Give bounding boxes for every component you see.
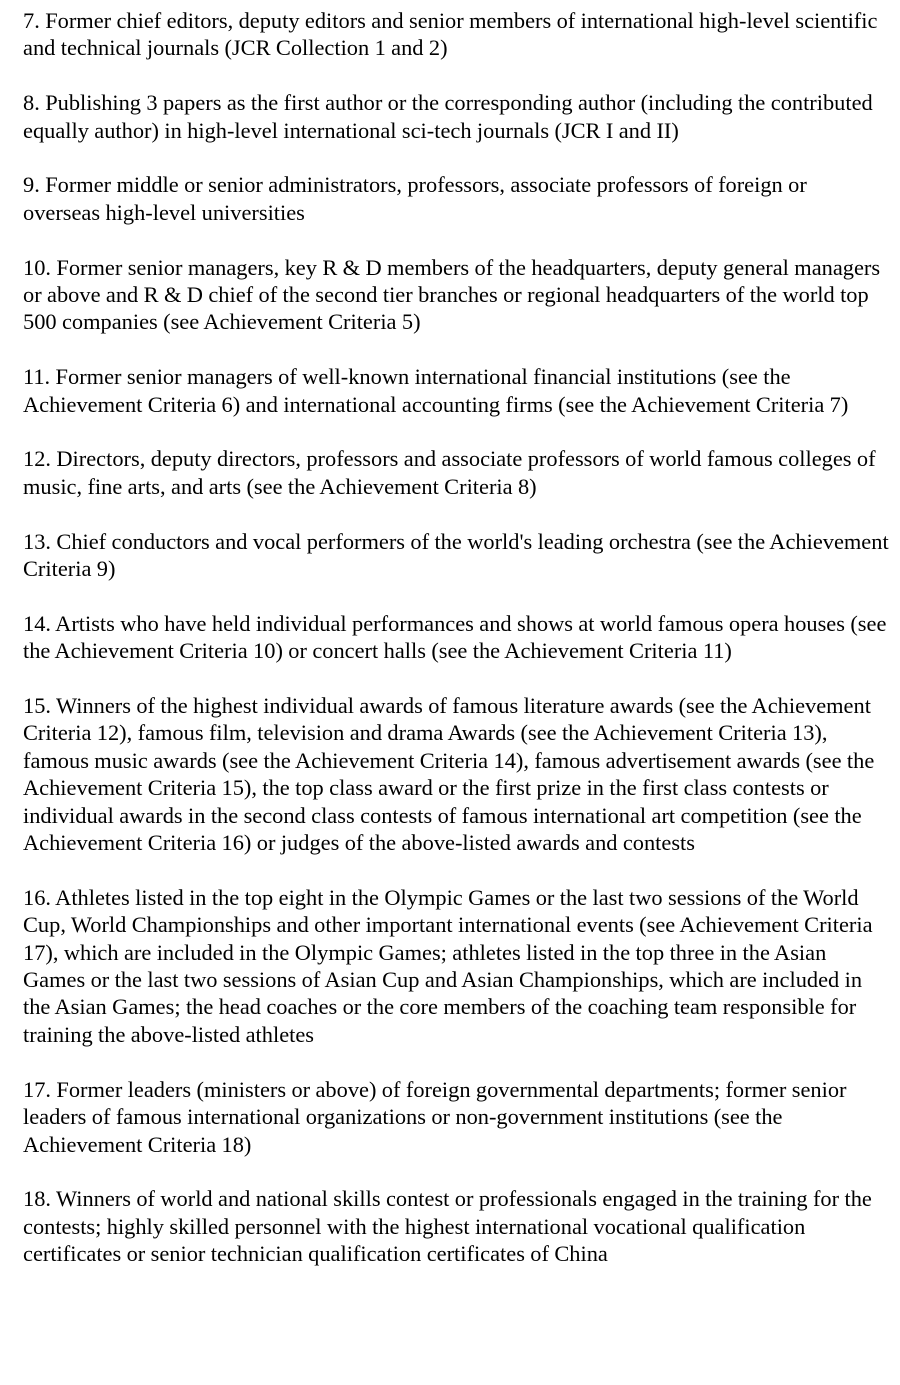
criteria-list [23,7,889,1268]
criteria-item-18: 18. Winners of world and national skills contest or professionals engaged in the training for the contests; highly skilled personnel with the highest international vocational qualification certificates or senior technician qualification certificates of China [23,1186,872,1267]
criteria-item-9: 9. Former middle or senior administrators, professors, associate professors of foreign or overseas high-level universities [23,172,807,225]
criteria-item-10: 10. Former senior managers, key R & D members of the headquarters, deputy general managers or above and R & D chief of the second tier branches or regional headquarters of the world top 500 companies (see Achievement Criteria 5) [23,254,881,335]
criteria-item-7: 7. Former chief editors, deputy editors and senior members of international high-level scientific and technical journals (JCR Collection 1 and 2) [23,8,878,61]
criteria-item-8: 8. Publishing 3 papers as the first author or the corresponding author (including the contributed equally author) in high-level international sci-tech journals (JCR I and II) [23,90,873,143]
criteria-item-11: 11. Former senior managers of well-known international financial institutions (see the Achievement Criteria 6) and international accounting firms (see the Achievement Criteria 7) [23,364,849,417]
criteria-item-16: 16. Athletes listed in the top eight in the Olympic Games or the last two sessions of the World Cup, World Championships and other important international events (see Achievement Criteria 17), which are included in the Olympic Games; athletes listed in the top three in the Asian Games or the last two sessions of Asian Cup and Asian Championships, which are included in the Asian Games; the head coaches or the core members of the coaching team responsible for training the above-listed athletes [23,884,873,1047]
criteria-item-13: 13. Chief conductors and vocal performers of the world's leading orchestra (see the Achievement Criteria 9) [23,528,889,582]
criteria-item-12: 12. Directors, deputy directors, professors and associate professors of world famous colleges of music, fine arts, and arts (see the Achievement Criteria 8) [23,446,876,499]
criteria-item-14: 14. Artists who have held individual performances and shows at world famous opera houses (see the Achievement Criteria 10) or concert halls (see the Achievement Criteria 11) [23,610,887,664]
criteria-item-17: 17. Former leaders (ministers or above) of foreign governmental departments; former senior leaders of famous international organizations or non-government institutions (see the Achievement Criteria 18) [23,1076,847,1157]
criteria-item-15: 15. Winners of the highest individual awards of famous literature awards (see the Achievement Criteria 12), famous film, television and drama Awards (see the Achievement Criteria 13), famous music awards (see the Achievement Criteria 14), famous advertisement awards (see the Achievement Criteria 15), the top class award or the first prize in the first class contests or individual awards in the second class contests of famous international art competition (see the Achievement Criteria 16) or judges of the above-listed awards and contests [23,693,875,856]
